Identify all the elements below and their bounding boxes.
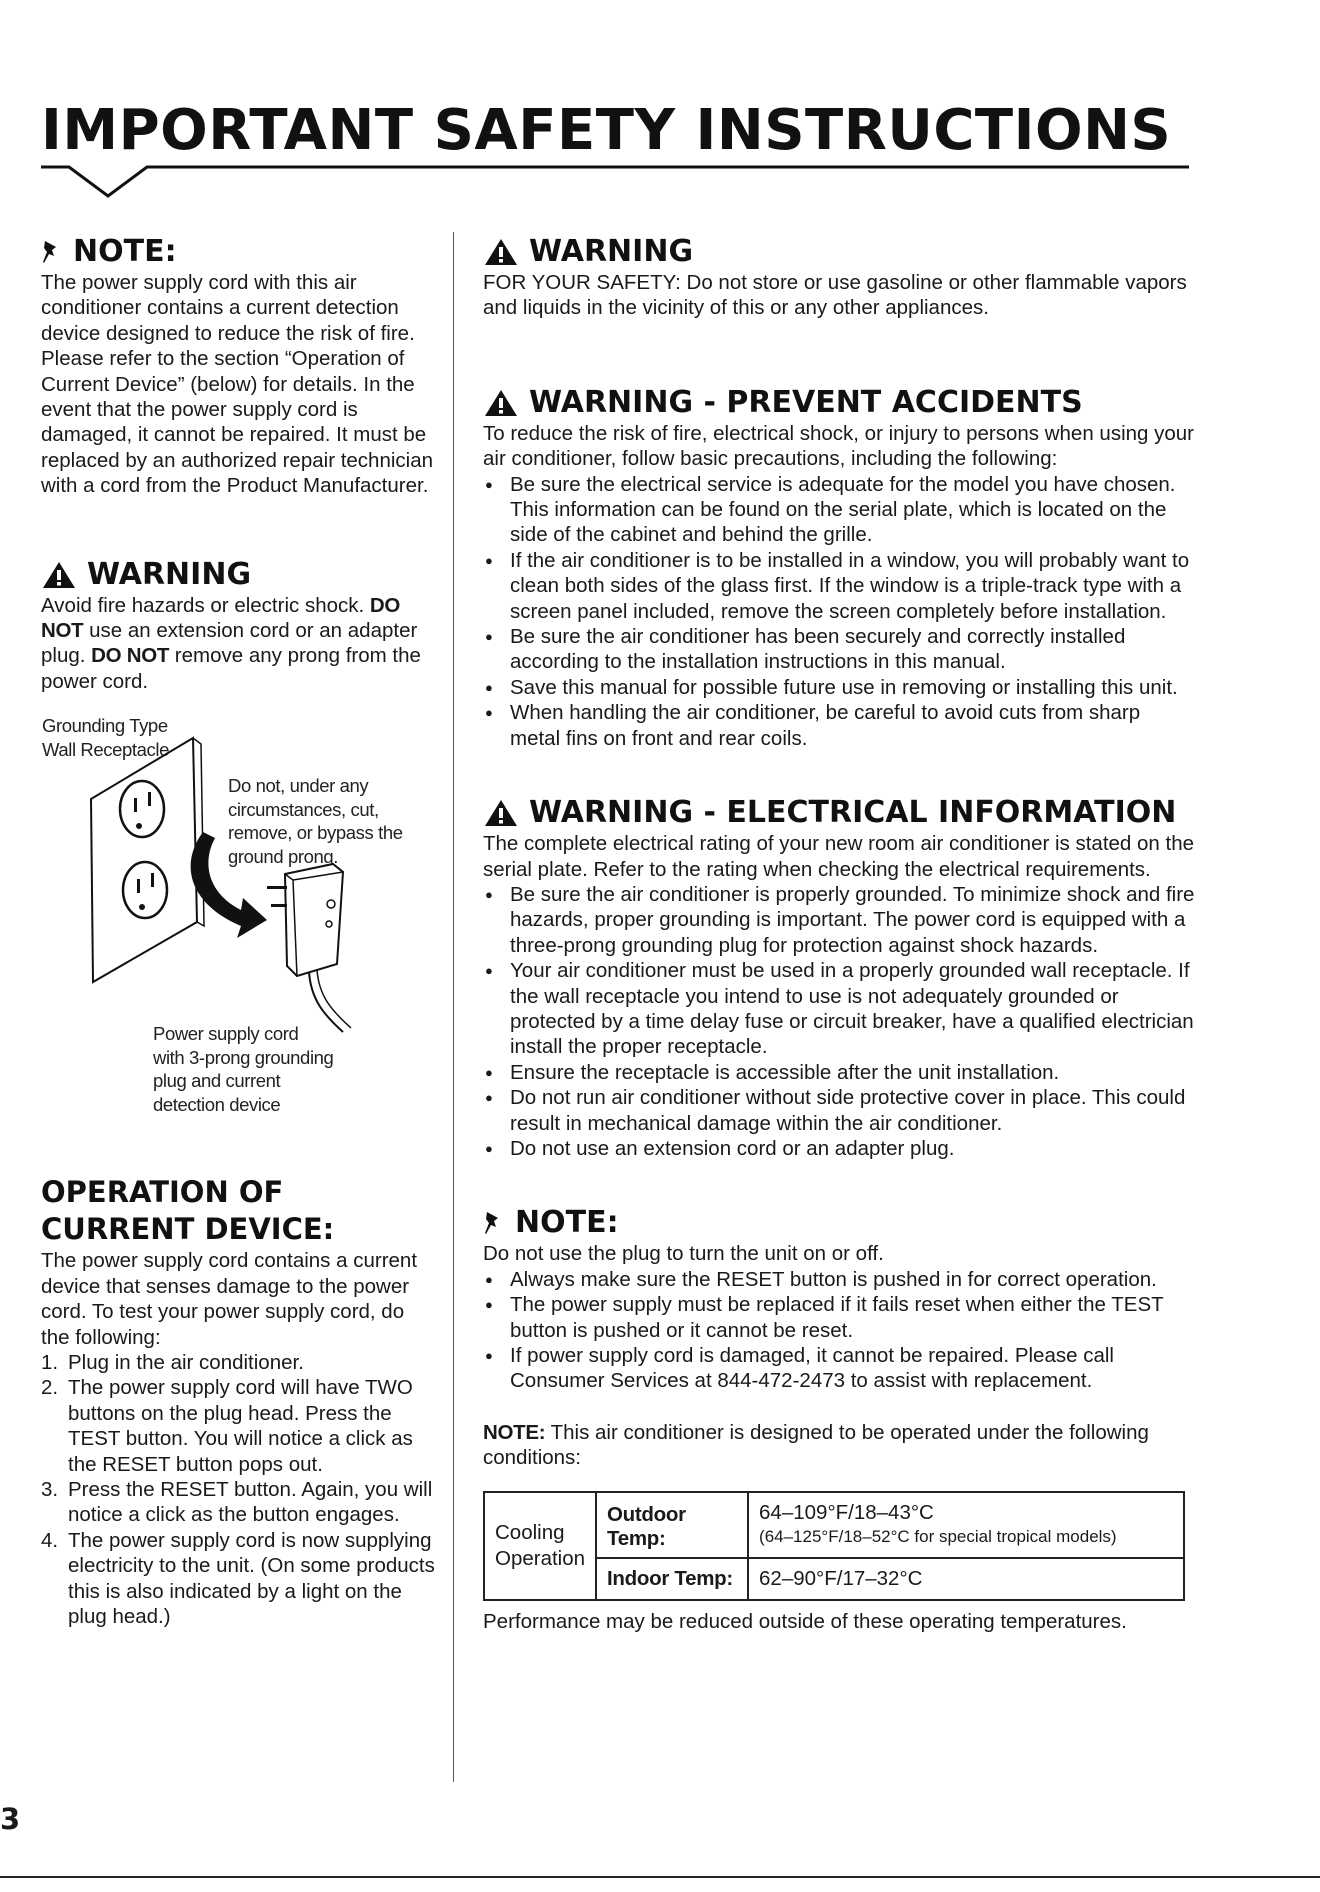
note-section	[41, 234, 436, 499]
operation-step	[41, 1375, 436, 1477]
right-note-section	[483, 1205, 1195, 1393]
safety-warning-heading	[483, 234, 1195, 270]
operation-step	[41, 1350, 436, 1375]
electrical-info-heading	[483, 795, 1195, 831]
warning-bold-do-not-1: DO NOT	[41, 593, 401, 643]
outdoor-value: 64–109°F/18–43°C	[759, 1500, 934, 1524]
note-heading	[41, 234, 436, 270]
prevent-accidents-list	[483, 472, 1195, 751]
list-item: ● The power supply must be replaced if it fails reset when either the TEST button is pushed or it cannot be reset.	[483, 1292, 1195, 1343]
pushpin-icon	[41, 239, 63, 265]
list-item: ● If power supply cord is damaged, it cannot be repaired. Please call Consumer Services at 844-472-2473 to assist with replacement.	[483, 1343, 1195, 1394]
mode-line-1: Cooling	[495, 1520, 565, 1544]
step-text: Press the RESET button. Again, you will notice a click as the button engages.	[68, 1477, 433, 1527]
list-item: ● Ensure the receptacle is accessible after the unit installation.	[483, 1060, 1195, 1085]
conditions-footer: Performance may be reduced outside of these operating temperatures.	[483, 1609, 1127, 1633]
step-text: The power supply cord is now supplying electricity to the unit. (On some products this is also indicated by a light on the plug head.)	[68, 1528, 435, 1628]
safety-warning-text: FOR YOUR SAFETY: Do not store or use gasoline or other flammable vapors and liquids in the vicinity of this or any other appliances.	[483, 271, 1187, 320]
page-title: IMPORTANT SAFETY INSTRUCTIONS	[41, 98, 1172, 163]
list-item: ● If the air conditioner is to be installed in a window, you will probably want to clean both sides of the glass first. If the window is a triple-track type with a screen panel included, remove the screen completely before installation.	[483, 548, 1195, 624]
indoor-value-cell: 62–90°F/17–32°C	[748, 1558, 1184, 1600]
warning-triangle-icon	[483, 388, 519, 418]
warning-heading	[41, 557, 436, 593]
electrical-info-intro: The complete electrical rating of your new room air conditioner is stated on the serial plate. Refer to the rating when checking the electrical requirements.	[483, 832, 1195, 881]
operating-conditions-table	[483, 1491, 1185, 1601]
operation-section	[41, 1174, 436, 1629]
right-note-list	[483, 1267, 1195, 1394]
prevent-accidents-intro: To reduce the risk of fire, electrical shock, or injury to persons when using your air conditioner, follow basic precautions, including the following:	[483, 421, 1194, 471]
cord-label-line-4: detection device	[153, 1093, 281, 1115]
warning-heading-text: WARNING	[87, 556, 252, 592]
electrical-info-list	[483, 882, 1195, 1161]
right-note-heading	[483, 1205, 1195, 1241]
warning-triangle-icon	[483, 798, 519, 828]
receptacle-label-line-2: Wall Receptacle	[42, 738, 169, 760]
prevent-accidents-heading-text: WARNING - PREVENT ACCIDENTS	[529, 384, 1083, 420]
outdoor-label-cell: Outdoor Temp:	[596, 1492, 748, 1558]
note-text: The power supply cord with this air conditioner contains a current detection device designed to reduce the risk of fire. Please refer to the section “Operation of Current Device” (below) for details. In the event that the power supply cord is damaged, it cannot be repaired. It must be replaced by an authorized repair technician with a cord from the Product Manufacturer.	[41, 271, 434, 498]
right-note-heading-text: NOTE:	[515, 1205, 619, 1241]
right-note-intro: Do not use the plug to turn the unit on or off.	[483, 1242, 884, 1266]
mode-cell	[484, 1492, 596, 1600]
outdoor-value-cell	[748, 1492, 1184, 1558]
note-heading-text: NOTE:	[73, 234, 177, 269]
conditions-note-label: NOTE:	[483, 1420, 546, 1444]
operating-conditions-section	[483, 1420, 1195, 1634]
caution-label-line-1: Do not, under any	[228, 775, 369, 797]
right-column	[483, 234, 1195, 1634]
list-item: ● Be sure the air conditioner is properly grounded. To minimize shock and fire hazards, proper grounding is important. The power cord is equipped with a three-prong grounding plug for protection against shock hazards.	[483, 882, 1195, 958]
prevent-accidents-section	[483, 385, 1195, 751]
step-text: The power supply cord will have TWO buttons on the plug head. Press the TEST button. You will notice a click as the RESET button pops out.	[68, 1376, 413, 1476]
list-item: ● Do not use an extension cord or an adapter plug.	[483, 1136, 1195, 1161]
warning-bold-do-not-2: DO NOT	[91, 644, 170, 668]
list-item: ● Be sure the air conditioner has been securely and correctly installed according to the installation instructions in this manual.	[483, 624, 1195, 675]
operation-heading-line-1: OPERATION OF	[41, 1175, 284, 1210]
warning-section	[41, 557, 436, 695]
step-number: 2.	[41, 1376, 59, 1400]
operation-heading	[41, 1174, 436, 1248]
operation-heading-line-2: CURRENT DEVICE:	[41, 1212, 335, 1247]
list-item: ● When handling the air conditioner, be careful to avoid cuts from sharp metal fins on front and rear coils.	[483, 700, 1195, 751]
list-item: ● Your air conditioner must be used in a properly grounded wall receptacle. If the wall receptacle you intend to use is not adequately grounded or protected by a time delay fuse or circuit breaker, have a qualified electrician install the proper receptacle.	[483, 958, 1195, 1060]
mode-line-2: Operation	[495, 1546, 586, 1570]
step-number: 1.	[41, 1350, 59, 1374]
left-column	[41, 234, 436, 1629]
table-row	[484, 1492, 1184, 1558]
warning-triangle-icon	[483, 237, 519, 267]
pushpin-icon	[483, 1210, 505, 1236]
warning-text-part-3: remove any prong from the power cord.	[41, 644, 421, 693]
caution-label-line-2: circumstances, cut,	[228, 798, 379, 820]
safety-warning-heading-text: WARNING	[529, 234, 694, 269]
cord-label-line-2: with 3-prong grounding	[153, 1046, 334, 1068]
conditions-note-text: This air conditioner is designed to be operated under the following conditions:	[483, 1420, 1149, 1470]
warning-text-part-1: Avoid fire hazards or electric shock.	[41, 593, 370, 617]
list-item: ● Do not run air conditioner without side protective cover in place. This could result in mechanical damage within the air conditioner.	[483, 1085, 1195, 1136]
caution-label-line-3: remove, or bypass the	[228, 822, 403, 844]
list-item: ● Be sure the electrical service is adequate for the model you have chosen. This information can be found on the serial plate, which is located on the side of the cabinet and behind the grille.	[483, 472, 1195, 548]
operation-step	[41, 1477, 436, 1528]
electrical-info-heading-text: WARNING - ELECTRICAL INFORMATION	[529, 795, 1177, 831]
prevent-accidents-heading	[483, 385, 1195, 421]
warning-text	[41, 593, 436, 695]
step-text: Plug in the air conditioner.	[68, 1350, 304, 1374]
outdoor-note: (64–125°F/18–52°C for special tropical models)	[759, 1526, 1117, 1546]
safety-warning-section	[483, 234, 1195, 321]
operation-intro: The power supply cord contains a current device that senses damage to the power cord. To test your power supply cord, do the following:	[41, 1249, 418, 1349]
list-item: ● Save this manual for possible future use in removing or installing this unit.	[483, 675, 1195, 700]
step-number: 4.	[41, 1528, 59, 1552]
title-underline-arrow	[41, 164, 1191, 200]
warning-triangle-icon	[41, 560, 77, 590]
operation-steps	[41, 1350, 436, 1629]
column-divider	[453, 232, 454, 1782]
operating-conditions-text	[483, 1420, 1195, 1471]
receptacle-plug-illustration	[41, 714, 436, 1154]
warning-text-part-2: use an extension cord or an adapter plug.	[41, 619, 418, 668]
step-number: 3.	[41, 1477, 59, 1501]
cord-label-line-1: Power supply cord	[153, 1023, 299, 1045]
caution-label-line-4: ground prong.	[228, 845, 339, 867]
indoor-label-cell: Indoor Temp:	[596, 1558, 748, 1600]
list-item: ● Always make sure the RESET button is pushed in for correct operation.	[483, 1267, 1195, 1292]
electrical-info-section	[483, 795, 1195, 1161]
bottom-rule	[0, 1876, 1320, 1878]
grounding-receptacle-diagram	[41, 714, 436, 1154]
cord-label-line-3: plug and current	[153, 1070, 281, 1092]
page-number: 3	[0, 1802, 21, 1836]
operation-step	[41, 1528, 436, 1630]
receptacle-label-line-1: Grounding Type	[42, 715, 168, 737]
